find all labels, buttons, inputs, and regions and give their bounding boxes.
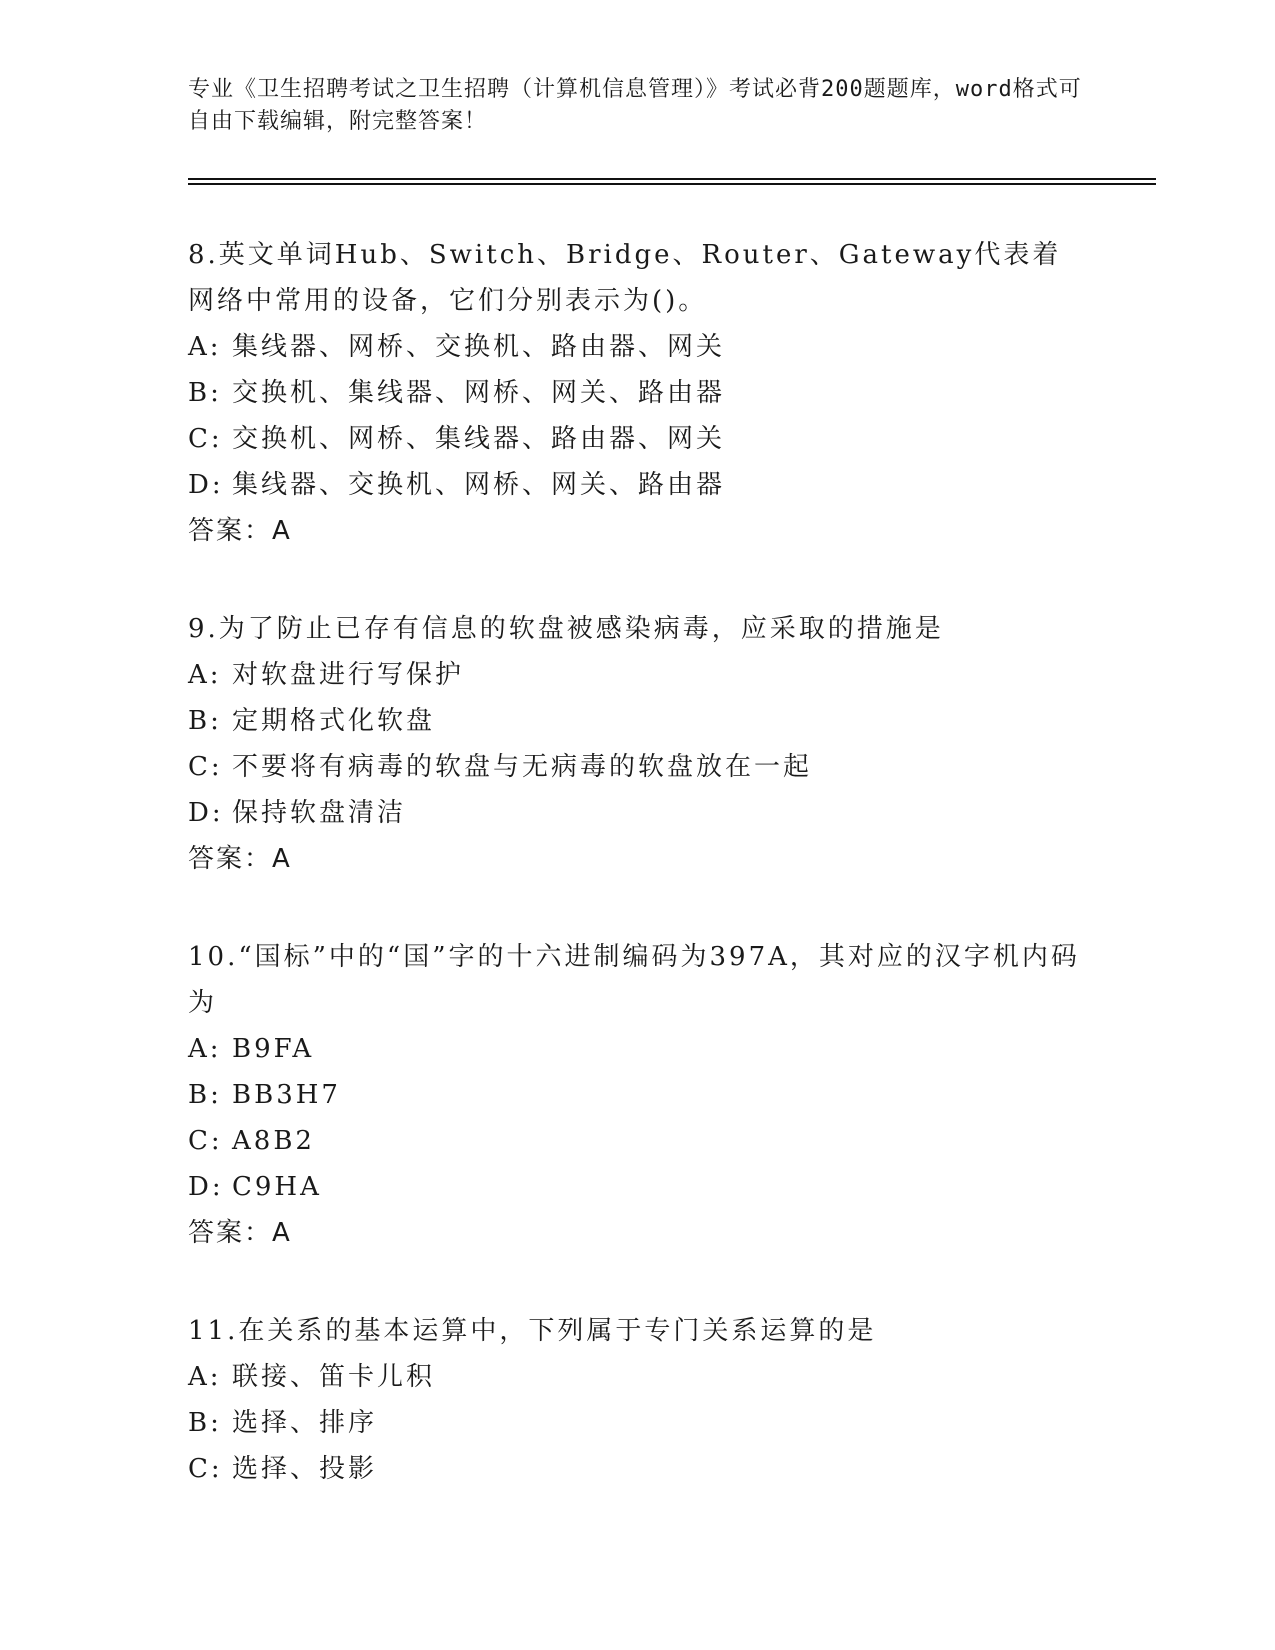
option-b xyxy=(188,698,1088,744)
option-letter: D: xyxy=(188,798,224,828)
option-c xyxy=(188,1118,1088,1164)
question-stem: 9.为了防止已存有信息的软盘被感染病毒，应采取的措施是 xyxy=(188,614,944,644)
option-letter: D: xyxy=(188,470,224,500)
option-letter: A: xyxy=(188,660,222,690)
option-letter: C: xyxy=(188,752,223,782)
option-letter: A: xyxy=(188,1034,222,1064)
option-letter: B: xyxy=(188,1080,222,1110)
option-c xyxy=(188,416,1088,462)
question-stem: 10.“国标”中的“国”字的十六进制编码为397A，其对应的汉字机内码为 xyxy=(188,942,1080,1018)
option-c xyxy=(188,744,1088,790)
answer-line: 答案：A xyxy=(188,1218,292,1248)
option-letter: B: xyxy=(188,706,222,736)
option-a xyxy=(188,1026,1088,1072)
question-stem: 11.在关系的基本运算中，下列属于专门关系运算的是 xyxy=(188,1316,877,1346)
answer-line: 答案：A xyxy=(188,844,292,874)
option-letter: D: xyxy=(188,1172,224,1202)
option-b xyxy=(188,370,1088,416)
option-b xyxy=(188,1072,1088,1118)
option-text: 对软盘进行写保护 xyxy=(232,660,465,690)
option-letter: C: xyxy=(188,1126,223,1156)
question-stem: 8.英文单词Hub、Switch、Bridge、Router、Gateway代表着网络中常用的设备，它们分别表示为()。 xyxy=(188,240,1062,316)
question-list xyxy=(188,232,1088,1544)
option-letter: C: xyxy=(188,424,223,454)
option-b xyxy=(188,1400,1088,1446)
option-letter: C: xyxy=(188,1454,223,1484)
option-c xyxy=(188,1446,1088,1492)
question-11 xyxy=(188,1308,1088,1492)
option-a xyxy=(188,652,1088,698)
option-letter: B: xyxy=(188,378,222,408)
option-letter: A: xyxy=(188,1362,222,1392)
option-text: 集线器、交换机、网桥、网关、路由器 xyxy=(232,470,726,500)
question-9 xyxy=(188,606,1088,882)
option-text: 选择、投影 xyxy=(232,1454,378,1484)
option-a xyxy=(188,324,1088,370)
option-text: 交换机、集线器、网桥、网关、路由器 xyxy=(232,378,726,408)
header-divider-top xyxy=(188,178,1156,180)
option-text: 联接、笛卡儿积 xyxy=(232,1362,436,1392)
option-text: 交换机、网桥、集线器、路由器、网关 xyxy=(232,424,726,454)
option-letter: B: xyxy=(188,1408,222,1438)
option-text: A8B2 xyxy=(232,1126,315,1156)
option-d xyxy=(188,462,1088,508)
option-d xyxy=(188,1164,1088,1210)
option-text: 不要将有病毒的软盘与无病毒的软盘放在一起 xyxy=(232,752,813,782)
header-divider-bottom xyxy=(188,183,1156,185)
question-10 xyxy=(188,934,1088,1256)
option-letter: A: xyxy=(188,332,222,362)
document-header: 专业《卫生招聘考试之卫生招聘（计算机信息管理）》考试必背200题题库，word格式可自由下载编辑，附完整答案！ xyxy=(188,77,1082,134)
option-text: 选择、排序 xyxy=(232,1408,378,1438)
option-text: 保持软盘清洁 xyxy=(232,798,407,828)
option-text: BB3H7 xyxy=(232,1080,341,1110)
option-d xyxy=(188,790,1088,836)
option-a xyxy=(188,1354,1088,1400)
option-text: C9HA xyxy=(232,1172,322,1202)
option-text: B9FA xyxy=(232,1034,315,1064)
option-text: 集线器、网桥、交换机、路由器、网关 xyxy=(232,332,726,362)
option-text: 定期格式化软盘 xyxy=(232,706,436,736)
question-8 xyxy=(188,232,1088,554)
answer-line: 答案：A xyxy=(188,516,292,546)
